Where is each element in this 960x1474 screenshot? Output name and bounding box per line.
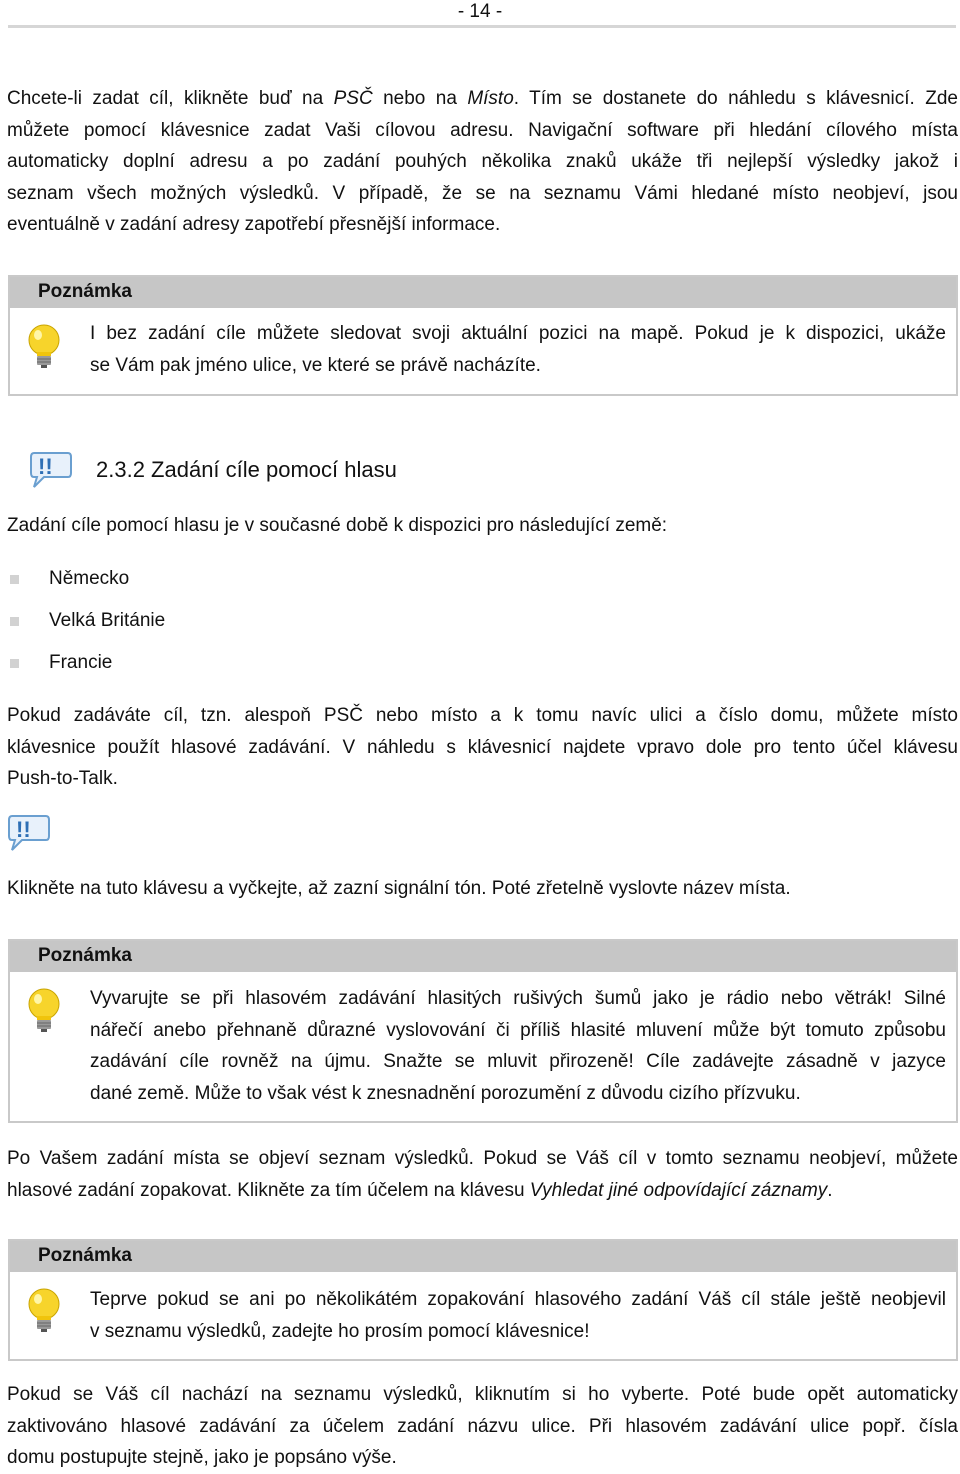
- intro-line-4: seznam všech možných výsledků. V případě, že se na seznamu Vámi hledané místo neobjeví, jsou: [7, 182, 958, 204]
- street-input-paragraph: Pokud se Váš cíl nachází na seznamu výsledků, kliknutím si ho vyberte. Poté bude opět automaticky zaktivováno hlasové zadávání za účelem zadání názvu ulice. Při hlasovém zadávání ulice popř. čísla domu postupujte stejně, jako je popsáno výše.: [7, 1384, 958, 1469]
- intro-line-1: Chcete-li zadat cíl, klikněte buď na PSČ nebo na Místo. Tím se dostanete do náhledu s klávesnicí. Zde: [7, 88, 958, 109]
- bullet-square: [10, 659, 19, 668]
- warning-speech-bubble-icon: [6, 812, 50, 852]
- svg-text:!!: !!: [16, 817, 31, 842]
- bullet-square: [10, 617, 19, 626]
- svg-text:!!: !!: [38, 454, 53, 479]
- intro-line-3: automaticky doplní adresu a po zadání pouhých několika znaků ukáže tři nejlepší výsledky jakož i: [7, 151, 958, 173]
- header-divider: [8, 25, 956, 28]
- results-paragraph: Po Vašem zadání místa se objeví seznam výsledků. Pokud se Váš cíl v tomto seznamu neobjeví, můžete hlasové zadání zopakovat. Klikněte za tím účelem na klávesu Vyhledat jiné odpovídající záznamy.: [7, 1148, 958, 1201]
- list-item-country: Německo: [49, 568, 130, 589]
- note-heading: Poznámka: [10, 941, 956, 972]
- note-heading: Poznámka: [10, 277, 956, 308]
- section-intro: Zadání cíle pomocí hlasu je v současné době k dispozici pro následující země:: [7, 515, 668, 536]
- lightbulb-icon: [26, 988, 62, 1034]
- page-number: - 14 -: [457, 1, 503, 22]
- list-item-country: Francie: [49, 652, 113, 673]
- note-box-1: [8, 275, 958, 396]
- bullet-square: [10, 575, 19, 584]
- list-item-country: Velká Británie: [49, 610, 166, 631]
- warning-speech-bubble-icon: [28, 449, 72, 489]
- note-box-3: [8, 1239, 958, 1361]
- intro-line-5: eventuálně v zadání adresy zapotřebí přesnější informace.: [7, 214, 501, 236]
- note-heading: Poznámka: [10, 1241, 956, 1272]
- note-text-3: Teprve pokud se ani po několikátém zopakování hlasového zadání Váš cíl stále ještě neobjevil v seznamu výsledků, zadejte ho prosím pomocí klávesnice!: [90, 1289, 946, 1342]
- voice-input-paragraph: Pokud zadáváte cíl, tzn. alespoň PSČ nebo místo a k tomu navíc ulici a číslo domu, můžete místo klávesnice použít hlasové zadávání. V náhledu s klávesnicí najdete vpravo dole pro tento účel klávesu Push-to-Talk.: [7, 705, 958, 790]
- push-to-talk-paragraph: Klikněte na tuto klávesu a vyčkejte, až zazní signální tón. Poté zřetelně vyslovte název místa.: [7, 878, 791, 899]
- note-text-1: I bez zadání cíle můžete sledovat svoji aktuální pozici na mapě. Pokud je k dispozici, ukáže se Vám pak jméno ulice, ve které se právě nacházíte.: [90, 323, 946, 376]
- section-title: 2.3.2 Zadání cíle pomocí hlasu: [96, 457, 397, 482]
- note-text-2: Vyvarujte se při hlasovém zadávání hlasitých rušivých šumů jako je rádio nebo větrák! Silné nářečí anebo přehnaně důrazné vyslovování či příliš hlasité mluvení může být tomuto způsobu zadávání cíle rovněž na újmu. Snažte se mluvit přirozeně! Cíle zadávejte zásadně v jazyce dané země. Může to však vést k znesnadnění porozumění z důvodu cizího přízvuku.: [90, 988, 946, 1104]
- intro-line-2: můžete pomocí klávesnice zadat Vaši cílovou adresu. Navigační software při hledání cílového místa: [7, 119, 958, 141]
- lightbulb-icon: [26, 1288, 62, 1334]
- lightbulb-icon: [26, 324, 62, 370]
- intro-paragraph: [7, 83, 958, 241]
- note-box-2: [8, 939, 958, 1123]
